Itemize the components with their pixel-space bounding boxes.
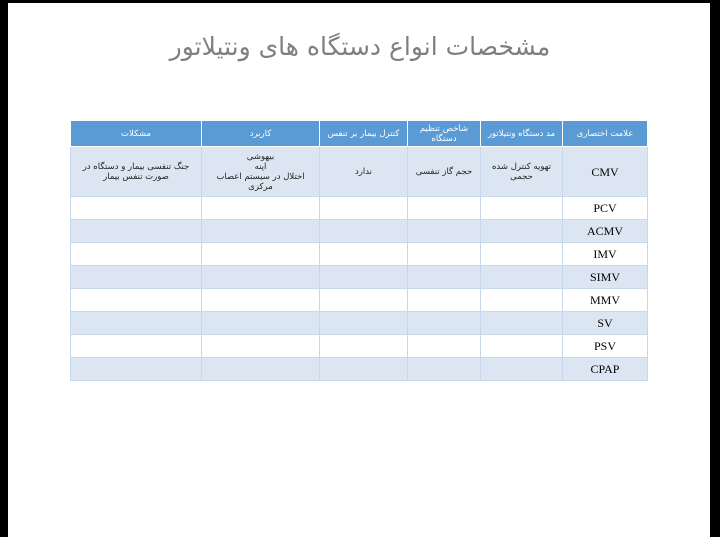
table-row — [71, 197, 648, 220]
table-cell — [202, 197, 320, 220]
table-cell — [408, 220, 481, 243]
table-cell — [481, 335, 563, 358]
abbreviation-cell: ACMV — [563, 220, 648, 243]
table-cell — [408, 358, 481, 381]
table-cell — [71, 243, 202, 266]
table-cell — [202, 289, 320, 312]
abbreviation-cell: PCV — [563, 197, 648, 220]
table-cell: حجم گاز تنفسی — [408, 147, 481, 197]
table-cell — [408, 266, 481, 289]
column-header: مشکلات — [71, 121, 202, 147]
table-cell — [71, 335, 202, 358]
abbreviation-cell: CMV — [563, 147, 648, 197]
table-cell: تهویه کنترل شده حجمی — [481, 147, 563, 197]
table-cell — [481, 243, 563, 266]
table-cell — [408, 312, 481, 335]
slide-title: مشخصات انواع دستگاه های ونتیلاتور — [169, 32, 551, 61]
column-header: علامت اختصاری — [563, 121, 648, 147]
abbreviation-cell: IMV — [563, 243, 648, 266]
abbreviation-cell: MMV — [563, 289, 648, 312]
table-row — [71, 266, 648, 289]
table-row — [71, 358, 648, 381]
table-cell — [320, 220, 408, 243]
table-cell — [408, 335, 481, 358]
table-cell — [481, 358, 563, 381]
table-row — [71, 312, 648, 335]
table-cell — [202, 220, 320, 243]
table-row — [71, 147, 648, 197]
table-cell — [202, 358, 320, 381]
table-cell — [481, 197, 563, 220]
table-row — [71, 220, 648, 243]
table-row — [71, 335, 648, 358]
column-header: مد دستگاه ونتیلاتور — [481, 121, 563, 147]
table-cell — [320, 243, 408, 266]
table-cell — [71, 312, 202, 335]
table-cell — [320, 289, 408, 312]
ventilator-modes-table — [70, 120, 648, 381]
column-header: کاربرد — [202, 121, 320, 147]
table-cell — [408, 289, 481, 312]
abbreviation-cell: SIMV — [563, 266, 648, 289]
table-cell — [71, 197, 202, 220]
table-cell — [481, 312, 563, 335]
table-cell: ندارد — [320, 147, 408, 197]
table-cell — [481, 220, 563, 243]
table-cell — [320, 266, 408, 289]
table-cell — [408, 243, 481, 266]
table-cell — [71, 289, 202, 312]
table-cell — [408, 197, 481, 220]
table-cell — [481, 266, 563, 289]
table-cell — [202, 335, 320, 358]
table-cell — [320, 335, 408, 358]
table-cell: بیهوشی اپنه اختلال در سیستم اعصاب مرکزی — [202, 147, 320, 197]
table-cell — [320, 358, 408, 381]
table-cell — [202, 266, 320, 289]
table-cell — [71, 220, 202, 243]
column-header: شاخص تنظیم دستگاه — [408, 121, 481, 147]
abbreviation-cell: SV — [563, 312, 648, 335]
abbreviation-cell: PSV — [563, 335, 648, 358]
table-row — [71, 289, 648, 312]
table-cell — [320, 312, 408, 335]
table-row — [71, 243, 648, 266]
table-cell — [71, 358, 202, 381]
table-cell — [71, 266, 202, 289]
column-header: کنترل بیمار بر تنفس — [320, 121, 408, 147]
table-cell: جنگ تنفسی بیمار و دستگاه در صورت تنفس بیمار — [71, 147, 202, 197]
table-cell — [320, 197, 408, 220]
table-cell — [202, 312, 320, 335]
table-cell — [481, 289, 563, 312]
table-cell — [202, 243, 320, 266]
abbreviation-cell: CPAP — [563, 358, 648, 381]
